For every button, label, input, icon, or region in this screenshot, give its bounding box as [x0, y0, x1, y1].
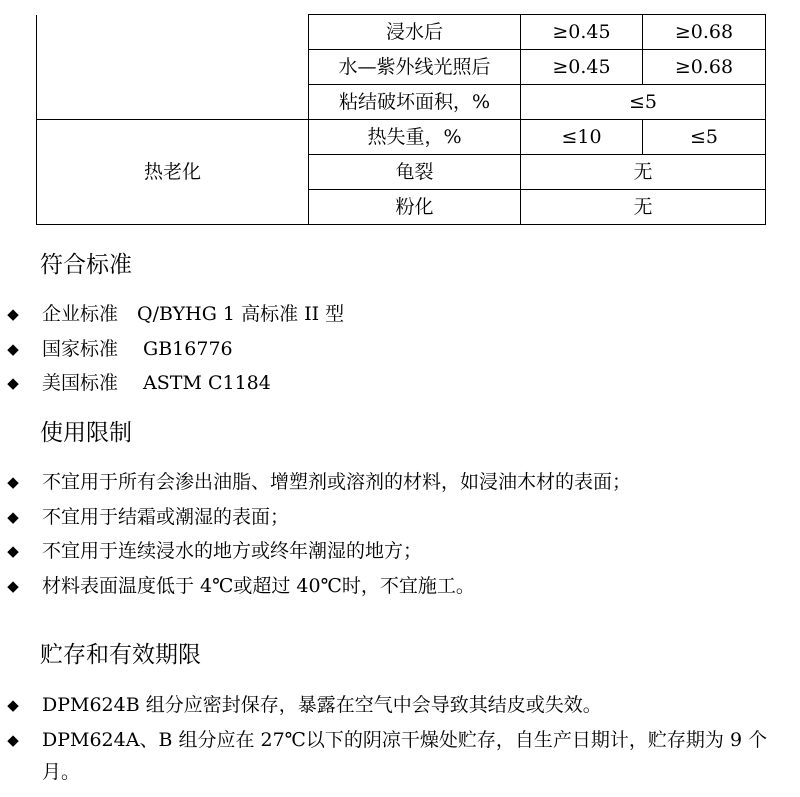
table-cell-label: 粘结破坏面积，% — [309, 85, 521, 120]
table-cell-empty — [37, 15, 309, 120]
table-cell-group: 热老化 — [37, 120, 309, 225]
diamond-bullet-icon: ◆ — [7, 542, 19, 560]
section-heading-standards: 符合标准 — [40, 252, 132, 278]
section-heading-storage: 贮存和有效期限 — [40, 642, 201, 668]
diamond-bullet-icon: ◆ — [7, 731, 19, 749]
table-cell-value: ≥0.45 — [521, 15, 643, 50]
table-cell-value: 无 — [521, 190, 766, 225]
diamond-bullet-icon: ◆ — [7, 473, 19, 491]
table-row — [37, 120, 766, 155]
diamond-bullet-icon: ◆ — [7, 508, 19, 526]
diamond-bullet-icon: ◆ — [7, 340, 19, 358]
table-cell-label: 浸水后 — [309, 15, 521, 50]
diamond-bullet-icon: ◆ — [7, 305, 19, 323]
diamond-bullet-icon: ◆ — [7, 696, 19, 714]
table-row — [37, 15, 766, 50]
table-cell-value: ≤10 — [521, 120, 643, 155]
table-cell-value: ≥0.45 — [521, 50, 643, 85]
diamond-bullet-icon: ◆ — [7, 577, 19, 595]
table-cell-value: ≥0.68 — [643, 15, 766, 50]
table-cell-value: 无 — [521, 155, 766, 190]
table-cell-value: ≤5 — [643, 120, 766, 155]
table-cell-label: 热失重，% — [309, 120, 521, 155]
table-cell-label: 粉化 — [309, 190, 521, 225]
table-cell-value: ≥0.68 — [643, 50, 766, 85]
section-heading-limits: 使用限制 — [40, 420, 132, 446]
table-cell-label: 龟裂 — [309, 155, 521, 190]
spec-table — [36, 14, 766, 225]
table-cell-label: 水—紫外线光照后 — [309, 50, 521, 85]
table-cell-value: ≤5 — [521, 85, 766, 120]
diamond-bullet-icon: ◆ — [7, 374, 19, 392]
